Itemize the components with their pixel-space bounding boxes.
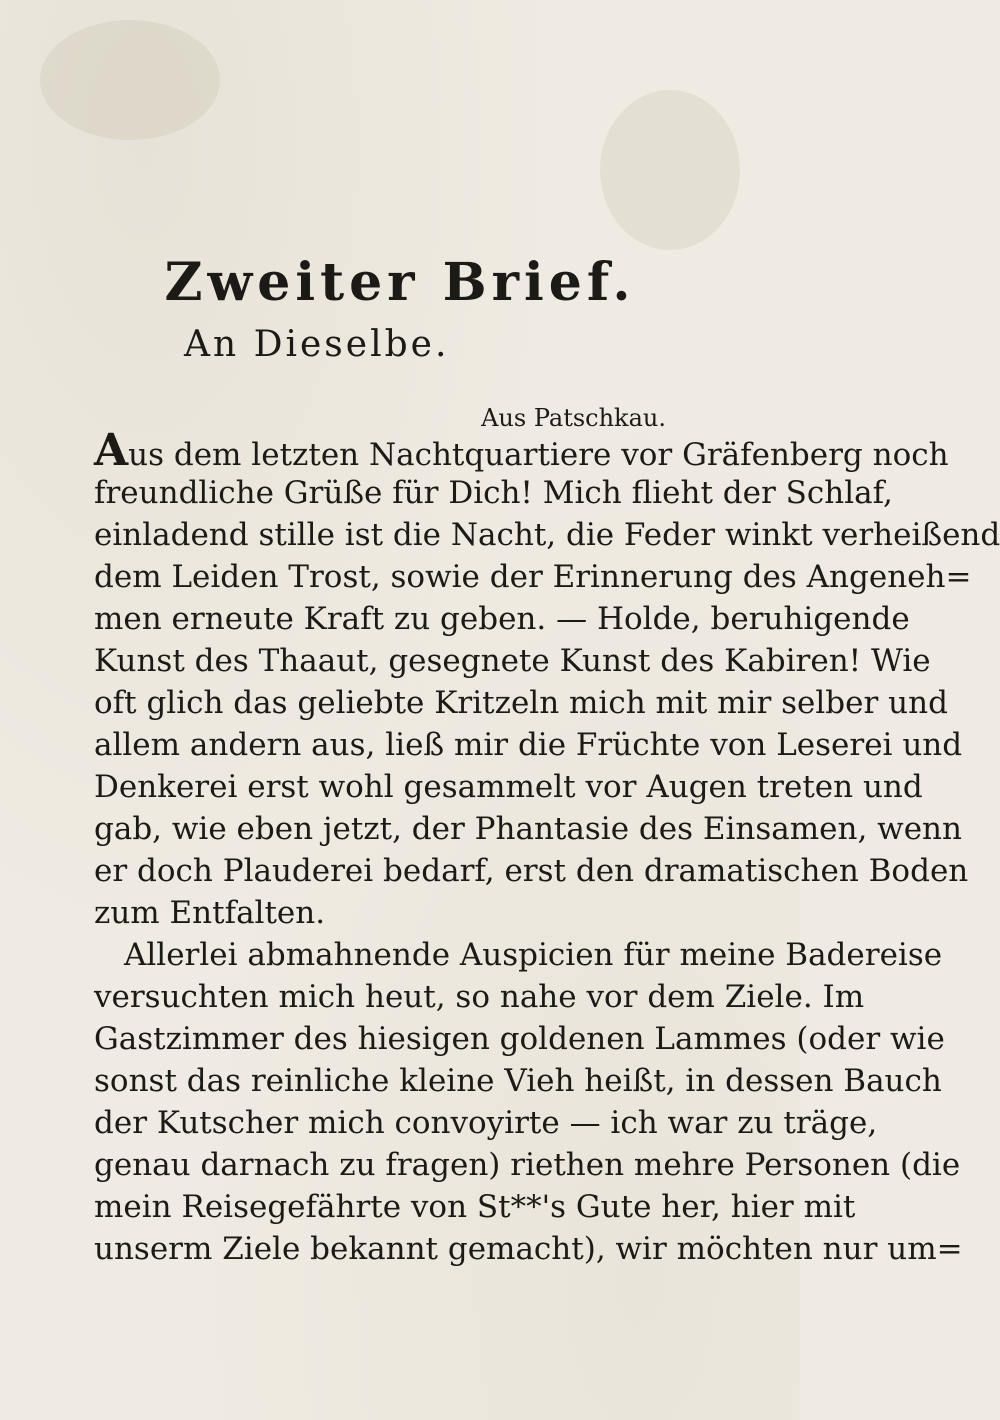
paper-stain	[600, 90, 740, 250]
text-line: freundliche Grüße für Dich! Mich flieht der Schlaf,	[94, 475, 893, 511]
text-line: Kunst des Thaaut, gesegnete Kunst des Kabiren! Wie	[94, 643, 931, 679]
text-line: dem Leiden Trost, sowie der Erinnerung des Angeneh=	[94, 559, 972, 595]
text-line: gab, wie eben jetzt, der Phantasie des Einsamen, wenn	[94, 811, 962, 847]
text-line: oft glich das geliebte Kritzeln mich mit mir selber und	[94, 685, 948, 721]
text-line: der Kutscher mich convoyirte — ich war zu träge,	[94, 1105, 878, 1141]
letter-body	[94, 425, 1000, 1270]
letter-heading: Zweiter Brief.	[164, 252, 636, 313]
paragraph-2	[94, 934, 963, 1270]
text-line: mein Reisegefährte von St**'s Gute her, hier mit	[94, 1189, 856, 1225]
text-line: zum Entfalten.	[94, 895, 326, 931]
text-line: allem andern aus, ließ mir die Früchte von Leserei und	[94, 727, 963, 763]
paragraph-1	[94, 425, 1000, 934]
text-line: unserm Ziele bekannt gemacht), wir möchten nur um=	[94, 1231, 963, 1267]
text-line: einladend stille ist die Nacht, die Feder winkt verheißend	[94, 517, 1000, 553]
text-line: sonst das reinliche kleine Vieh heißt, in dessen Bauch	[94, 1063, 942, 1099]
text-line: Aus dem letzten Nachtquartiere vor Gräfenberg noch	[94, 425, 949, 476]
text-line: Denkerei erst wohl gesammelt vor Augen treten und	[94, 769, 923, 805]
text-line: er doch Plauderei bedarf, erst den dramatischen Boden	[94, 853, 969, 889]
text-line: men erneute Kraft zu geben. — Holde, beruhigende	[94, 601, 910, 637]
drop-cap: A	[94, 425, 129, 476]
text-line: Allerlei abmahnende Auspicien für meine Badereise	[124, 937, 943, 973]
text-line: Gastzimmer des hiesigen goldenen Lammes (oder wie	[94, 1021, 945, 1057]
letter-origin-place: Aus Patschkau.	[481, 404, 666, 432]
paper-stain	[40, 20, 220, 140]
text-line: genau darnach zu fragen) riethen mehre Personen (die	[94, 1147, 961, 1183]
text-line: versuchten mich heut, so nahe vor dem Ziele. Im	[94, 979, 865, 1015]
letter-recipient: An Dieselbe.	[184, 324, 450, 365]
